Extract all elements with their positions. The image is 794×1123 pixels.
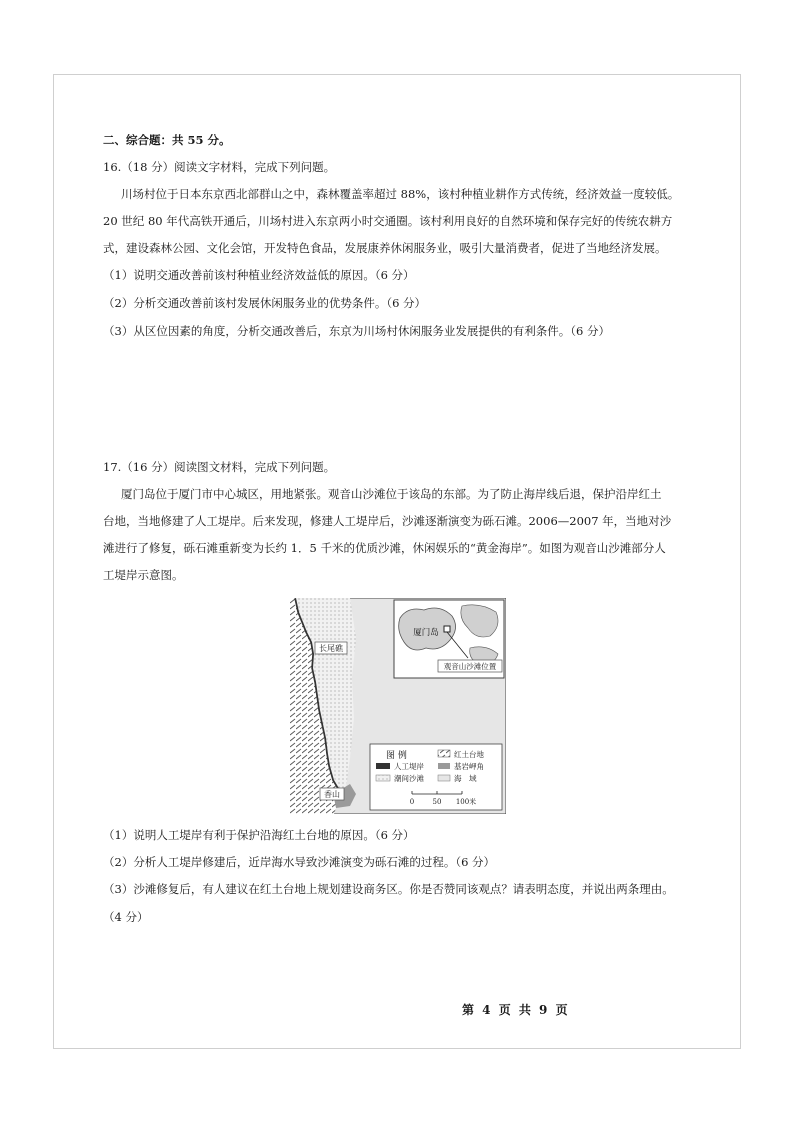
q17-material-line: 厦门岛位于厦门市中心城区，用地紧张。观音山沙滩位于该岛的东部。为了防止海岸线后退，保护沿岸红土	[121, 487, 662, 501]
q17-stem: 17.（16 分）阅读图文材料，完成下列问题。	[103, 460, 336, 474]
q17-material-line: 工堤岸示意图。	[103, 568, 184, 582]
legend-sea: 海 域	[454, 774, 477, 783]
legend-swatch-cape	[438, 763, 450, 769]
inset-caption: 观音山沙滩位置	[443, 662, 497, 671]
q16-sub-1: （1）说明交通改善前该村种植业经济效益低的原因。（6 分）	[103, 268, 415, 282]
legend-swatch-tidal	[376, 775, 390, 781]
q17-sub-3-score: （4 分）	[103, 910, 149, 924]
q16-material-line: 川场村位于日本东京西北部群山之中，森林覆盖率超过 88%，该村种植业耕作方式传统，经济效益一度较低。	[121, 187, 680, 201]
scale-50: 50	[432, 798, 442, 806]
legend-red-soil: 红土台地	[454, 750, 484, 759]
coastal-dike-map	[290, 598, 506, 814]
label-changweijiao: 长尾礁	[319, 644, 343, 653]
legend-swatch-sea	[438, 775, 450, 781]
q16-material-line: 式，建设森林公园、文化会馆，开发特色食品，发展康养休闲服务业，吸引大量消费者，促进了当地经济发展。	[103, 241, 667, 255]
q16-sub-2: （2）分析交通改善前该村发展休闲服务业的优势条件。（6 分）	[103, 296, 427, 310]
q17-sub-3: （3）沙滩修复后，有人建议在红土台地上规划建设商务区。你是否赞同该观点？请表明态度，并说出两条理由。	[103, 882, 674, 896]
section-heading: 二、综合题：共 55 分。	[103, 133, 231, 147]
q17-material-line: 滩进行了修复，砾石滩重新变为长约 1．5 千米的优质沙滩，休闲娱乐的“黄金海岸”。如图为观音山沙滩部分人	[103, 541, 666, 555]
legend-swatch-red-soil	[438, 750, 450, 757]
q17-material-line: 台地，当地修建了人工堤岸。后来发现，修建人工堤岸后，沙滩逐渐演变为砾石滩。2006—2007 年，当地对沙	[103, 514, 672, 528]
q16-material-line: 20 世纪 80 年代高铁开通后，川场村进入东京两小时交通圈。该村利用良好的自然环境和保存完好的传统农耕方	[103, 214, 673, 228]
q16-sub-3: （3）从区位因素的角度，分析交通改善后，东京为川场村休闲服务业发展提供的有利条件。（6 分）	[103, 324, 611, 338]
scale-100: 100米	[455, 798, 477, 806]
page-number: 第 4 页 共 9 页	[462, 1003, 570, 1017]
legend-swatch-dike	[376, 763, 390, 769]
scale-0: 0	[409, 798, 415, 806]
inset-island-label: 厦门岛	[413, 628, 439, 638]
q17-sub-1: （1）说明人工堤岸有利于保护沿海红土台地的原因。（6 分）	[103, 828, 415, 842]
legend-title: 图 例	[386, 751, 407, 761]
q17-sub-2: （2）分析人工堤岸修建后，近岸海水导致沙滩演变为砾石滩的过程。（6 分）	[103, 855, 496, 869]
q16-stem: 16.（18 分）阅读文字材料，完成下列问题。	[103, 160, 336, 174]
legend-cape: 基岩岬角	[454, 762, 484, 771]
legend-dike: 人工堤岸	[394, 762, 424, 771]
location-marker	[444, 626, 450, 632]
legend-tidal: 潮间沙滩	[394, 774, 424, 783]
label-xiangshan: 香山	[324, 790, 340, 799]
